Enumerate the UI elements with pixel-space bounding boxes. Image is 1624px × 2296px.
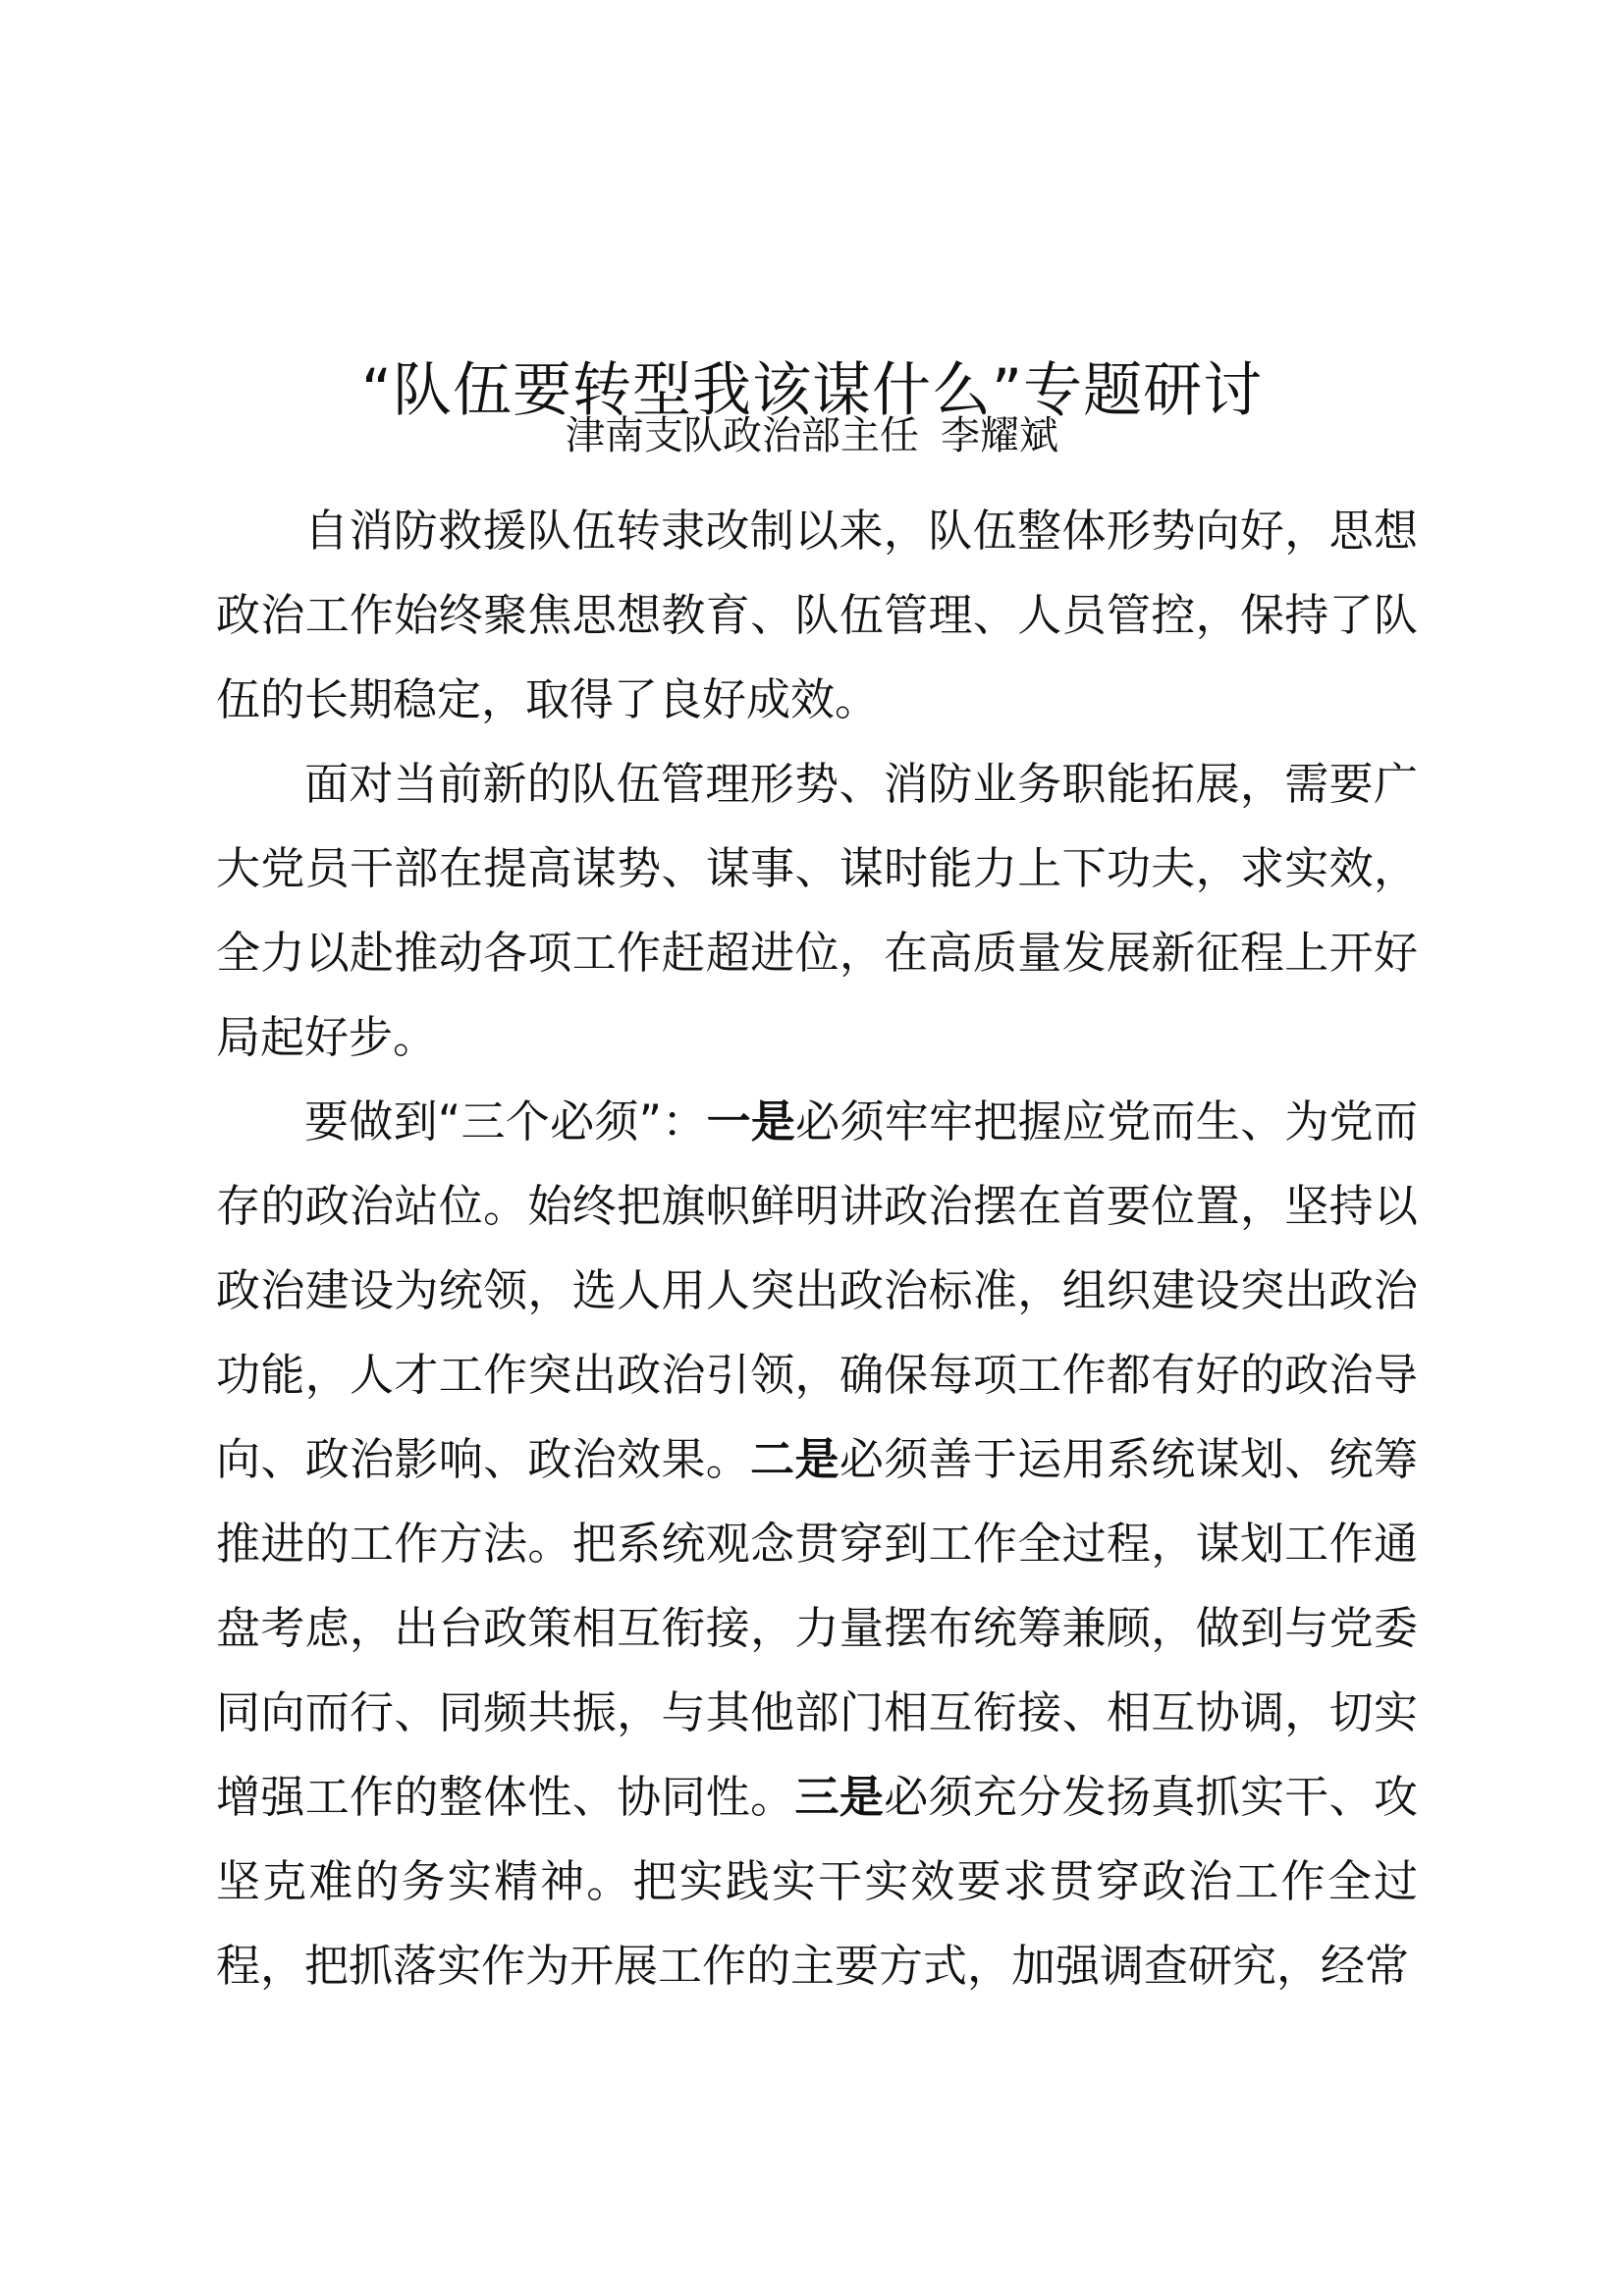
point-2-text: 必须善于运用系统谋划、统筹推进的工作方法。把系统观念贯穿到工作全过程，谋划工作通盘考虑，出台政策相互衔接，力量摆布统筹兼顾，做到与党委同向而行、同频共振，与其他部门相互衔接、相互协调，切实增强工作的整体性、协同性。 (216, 1433, 1418, 1823)
point-3-text: 必须充分发扬真抓实干、攻坚克难的务实精神。把实践实干实效要求贯穿政治工作全过程，把抓落实作为开展工作的主要方式，加强调查研究，经常 (216, 1771, 1418, 1992)
author-name: 李耀斌 (941, 413, 1058, 458)
point-1-label: 一是 (706, 1095, 796, 1148)
author-position: 津南支队政治部主任 (566, 413, 919, 458)
paragraph-2: 面对当前新的队伍管理形势、消防业务职能拓展，需要广大党员干部在提高谋势、谋事、谋时能力上下功夫，求实效，全力以赴推动各项工作赶超进位，在高质量发展新征程上开好局起好步。 (216, 758, 1418, 1063)
paragraph-1: 自消防救援队伍转隶改制以来，队伍整体形势向好，思想政治工作始终聚焦思想教育、队伍管理、人员管控，保持了队伍的长期稳定，取得了良好成效。 (216, 505, 1418, 725)
paragraph-3 (216, 1080, 1418, 2008)
paragraph-3-intro: 要做到“三个必须”： (304, 1095, 707, 1148)
point-1-text: 必须牢牢把握应党而生、为党而存的政治站位。始终把旗帜鲜明讲政治摆在首要位置，坚持以政治建设为统领，选人用人突出政治标准，组织建设突出政治功能，人才工作突出政治引领，确保每项工作都有好的政治导向、政治影响、政治效果。 (216, 1095, 1418, 1485)
point-2-label: 二是 (750, 1433, 839, 1485)
author-line (0, 406, 1624, 465)
document-body (216, 489, 1418, 2008)
document-title: “队伍要转型我该谋什么”专题研讨 (360, 356, 1264, 426)
point-3-label: 三是 (794, 1771, 885, 1823)
